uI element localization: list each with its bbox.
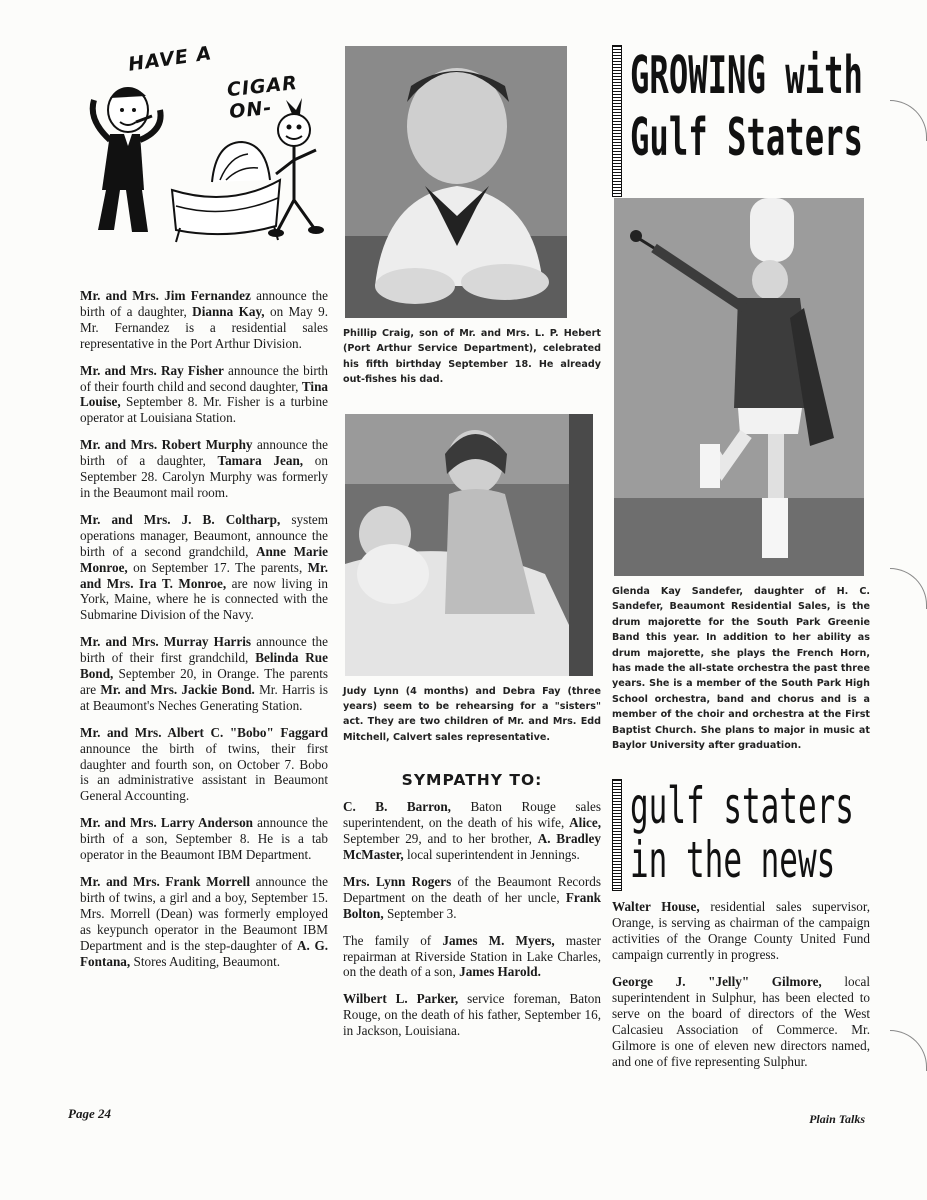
growing-title-line2: Gulf Staters <box>630 108 863 168</box>
birth-announcement <box>80 288 328 352</box>
person-name: Mr. and Mrs. J. B. Coltharp, <box>80 511 281 527</box>
caption-phillip-craig: Phillip Craig, son of Mr. and Mrs. L. P. Hebert (Port Arthur Service Department), celebrated his fifth birthday September 18. He already out-fishes his dad. <box>343 328 601 386</box>
paragraph-text: on September 28. Carolyn Murphy was formerly in the Beaumont mail room. <box>80 453 328 500</box>
news-item <box>612 899 870 963</box>
caption-glenda-sandefer: Glenda Kay Sandefer, daughter of H. C. Sandefer, Beaumont Residential Sales, is the drum majorette for the South Park Greenie Band this year. In addition to her ability as drum majorette, she plays the French Horn, has made the all-state orchestra the past three years. She is a member of the South Park High School orchestra, band and chorus and is a member of the choir and orchestra at the First Baptist Church. She plans to major in music at Baylor University after graduation. <box>612 586 870 752</box>
punch-mark-bottom <box>890 1030 927 1071</box>
paragraph-text: September 8. Mr. Fisher is a turbine operator at Louisiana Station. <box>80 394 328 426</box>
person-name: Anne Marie Monroe, <box>80 543 328 575</box>
birth-announcement <box>80 815 328 863</box>
birth-announcement <box>80 512 328 623</box>
person-name: Mr. and Mrs. Larry Anderson <box>80 815 253 831</box>
sympathy-item <box>343 991 601 1039</box>
paragraph-text: announce the birth of a daughter, <box>80 437 328 469</box>
sympathy-heading: SYMPATHY TO: <box>401 771 543 790</box>
person-name: Mr. and Mrs. Jim Fernandez <box>80 288 251 303</box>
person-name: Mr. and Mrs. Ray Fisher <box>80 362 224 378</box>
paragraph-text: service foreman, Baton Rouge, on the death of his father, September 16, in Jackson, Louisiana. <box>343 991 601 1039</box>
paragraph-text: master repairman at Riverside Station in Lake Charles, on the death of a son, <box>343 932 601 980</box>
photo-phillip-image <box>345 46 567 318</box>
person-name: Mr. and Mrs. Jackie Bond. <box>100 681 255 697</box>
paragraph-text: Stores Auditing, Beaumont. <box>130 953 281 969</box>
birth-announcements <box>80 288 328 969</box>
caption-judy-and-debra: Judy Lynn (4 months) and Debra Fay (three years) seem to be rehearsing for a "sisters" act. They are two children of Mr. and Mrs. Edd Mitchell, Calvert sales representative. <box>343 685 601 743</box>
cigar-cartoon <box>80 30 328 248</box>
paragraph-text: September 29, and to her brother, <box>343 831 538 847</box>
news-title-line2: in the news <box>630 831 836 890</box>
cartoon-headline-line2: CIGAR ON- <box>225 71 299 124</box>
person-name: Mrs. Lynn Rogers <box>343 873 452 889</box>
birth-announcement <box>80 363 328 427</box>
birth-announcement <box>80 437 328 501</box>
person-name: C. B. Barron, <box>343 799 451 815</box>
paragraph-text: of the Beaumont Records Department on the death of her uncle, <box>343 873 601 905</box>
sympathy-item <box>343 874 601 922</box>
news-masthead-bar <box>612 779 622 891</box>
paragraph-text: September 3. <box>383 905 457 921</box>
paragraph-text: announce the birth of a daughter, <box>80 288 329 319</box>
right-column <box>612 45 870 1081</box>
person-name: Mr. and Mrs. Frank Morrell <box>80 874 250 889</box>
birth-announcement <box>80 874 328 969</box>
person-name: James M. Myers, <box>442 932 555 948</box>
punch-mark-top <box>890 100 927 141</box>
sympathy-list <box>343 799 601 1039</box>
person-name: Mr. and Mrs. Robert Murphy <box>80 437 253 453</box>
person-name: Frank Bolton, <box>343 889 601 921</box>
photo-judy-image <box>345 414 593 676</box>
person-name: A. G. Fontana, <box>80 937 329 969</box>
person-name: George J. "Jelly" Gilmore, <box>612 974 822 990</box>
person-name: Tamara Jean, <box>217 453 304 469</box>
person-name: Belinda Rue Bond, <box>80 650 328 682</box>
photo-glenda-image <box>614 198 864 576</box>
person-name: Walter House, <box>612 899 700 915</box>
birth-announcement <box>80 634 328 714</box>
left-column <box>80 30 328 980</box>
paragraph-text: The family of <box>343 932 443 948</box>
masthead-bar <box>612 45 622 197</box>
paragraph-text: on May 9. Mr. Fernandez is a residential sales representative in the Port Arthur Division. <box>80 303 328 351</box>
photo-judy-and-debra <box>345 414 593 676</box>
photo-glenda-sandefer <box>614 198 864 576</box>
news-title-line1: gulf staters <box>630 777 854 836</box>
cartoon-headline-line1: HAVE A <box>126 42 214 76</box>
person-name: Wilbert L. Parker, <box>343 991 459 1007</box>
paragraph-text: local superintendent in Jennings. <box>403 846 580 862</box>
paragraph-text: announce the birth of their fourth child and second daughter, <box>80 362 329 394</box>
sympathy-item <box>343 799 601 863</box>
paragraph-text: announce the birth of a son, September 8. He is a tab operator in the Beaumont IBM Department. <box>80 815 328 863</box>
sympathy-item <box>343 933 601 981</box>
page-number: Page 24 <box>68 1106 111 1121</box>
person-name: Alice, <box>569 815 601 831</box>
growing-title-line1: GROWING with <box>630 46 863 106</box>
middle-column <box>343 46 601 1050</box>
paragraph-text: Mr. Harris is at Beaumont's Neches Generating Station. <box>80 681 328 713</box>
person-name: Mr. and Mrs. Albert C. "Bobo" Faggard <box>80 724 328 740</box>
paragraph-text: local superintendent in Sulphur, has been elected to serve on the board of directors of the West Calcasieu Association of Commerce. Mr. Gilmore is one of eleven new directors named, and one of five representing Sulphur. <box>612 974 870 1069</box>
paragraph-text: are now living in York, Maine, where he is connected with the Submarine Division of the Navy. <box>80 575 328 623</box>
person-name: A. Bradley McMaster, <box>343 831 601 862</box>
paragraph-text: Baton Rouge sales superintendent, on the death of his wife, <box>343 799 601 831</box>
paragraph-text: announce the birth of their first grandchild, <box>80 634 329 666</box>
news-item <box>612 974 870 1069</box>
person-name: Mr. and Mrs. Ira T. Monroe, <box>80 559 328 591</box>
paragraph-text: on September 17. The parents, <box>127 559 308 575</box>
person-name: Tina Louise, <box>80 378 328 410</box>
paragraph-text: announce the birth of twins, a girl and a boy, September 15. Mrs. Morrell (Dean) was formerly employed as keypunch operator in the Beaumont IBM Department and is the step-daughter of <box>80 874 328 953</box>
person-name: Mr. and Mrs. Murray Harris <box>80 634 252 650</box>
person-name: Dianna Kay, <box>192 303 265 319</box>
paragraph-text: residential sales supervisor, Orange, is serving as chairman of the campaign activities of the Orange County United Fund campaign currently in progress. <box>612 899 870 963</box>
growing-masthead <box>612 45 870 195</box>
publication-name: Plain Talks <box>809 1112 865 1126</box>
news-masthead <box>612 779 870 889</box>
photo-phillip-craig <box>345 46 567 318</box>
punch-mark-middle <box>890 568 927 609</box>
paragraph-text: system operations manager, Beaumont, announce the birth of a second grandchild, <box>80 511 328 559</box>
birth-announcement <box>80 725 328 805</box>
paragraph-text: announce the birth of twins, their first daughter and fourth son, on October 7. Bobo is an administrative assistant in Beaumont General Accounting. <box>80 740 328 804</box>
news-list <box>612 899 870 1069</box>
paragraph-text: September 20, in Orange. The parents are <box>80 666 328 697</box>
person-name: James Harold. <box>459 964 541 980</box>
